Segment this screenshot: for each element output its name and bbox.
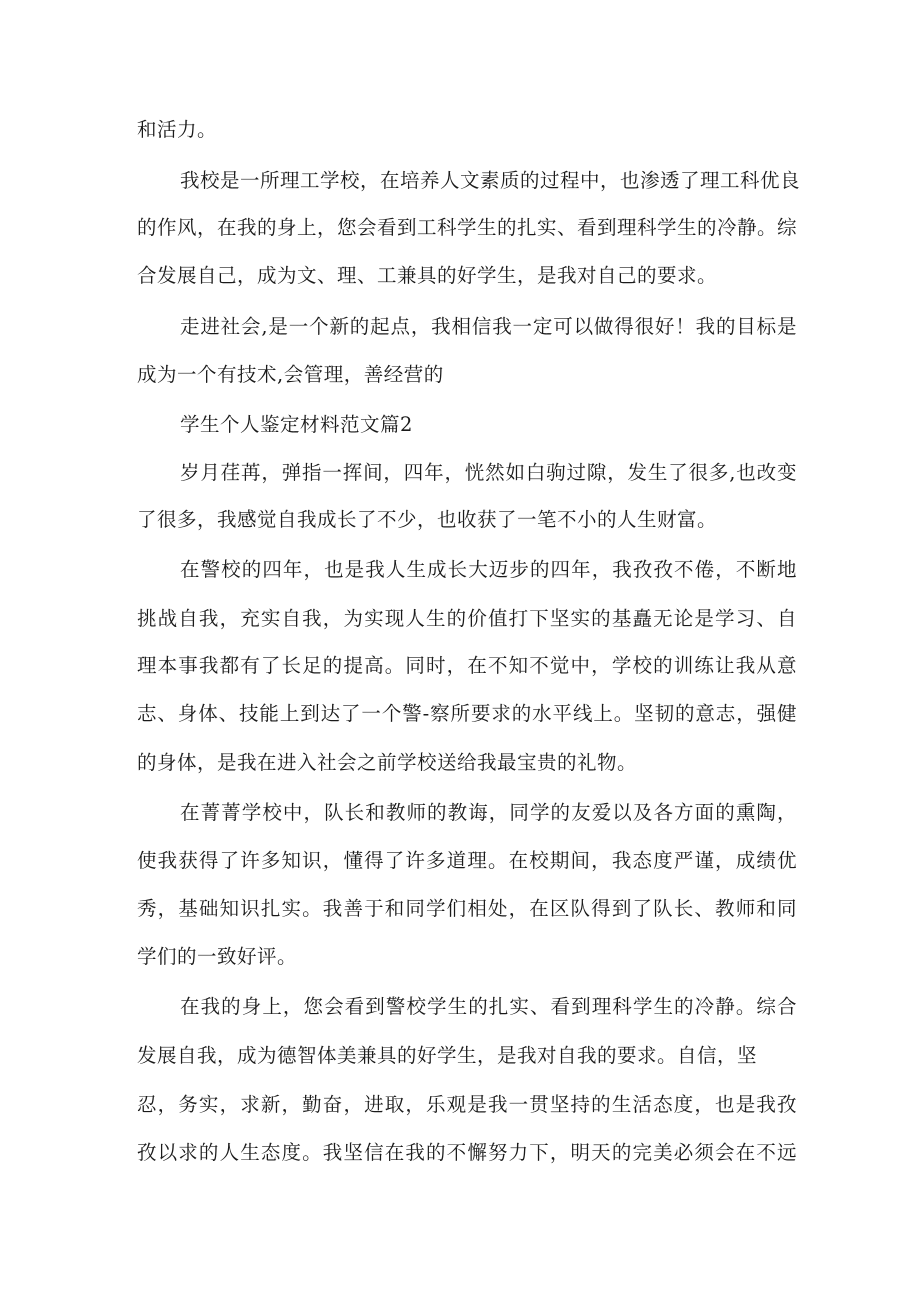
text-line: 发展自我，成为德智体美兼具的好学生，是我对自我的要求。自信，坚 <box>137 1044 758 1067</box>
text-line: 理本事我都有了长足的提高。同时，在不知不觉中，学校的训练让我从意 <box>137 654 797 677</box>
text-line: 走进社会,是一个新的起点，我相信我一定可以做得很好！我的目标是 <box>180 315 797 338</box>
text-line: 在我的身上，您会看到警校学生的扎实、看到理科学生的冷静。综合 <box>180 995 797 1018</box>
text-line: 和活力。 <box>137 118 218 141</box>
text-line: 秀，基础知识扎实。我善于和同学们相处，在区队得到了队长、教师和同 <box>137 897 797 920</box>
text-line: 了很多，我感觉自我成长了不少，也收获了一笔不小的人生财富。 <box>137 508 718 531</box>
text-line: 挑战自我，充实自我，为实现人生的价值打下坚实的基矗无论是学习、自 <box>137 607 797 630</box>
text-line: 孜以求的人生态度。我坚信在我的不懈努力下，明天的完美必须会在不远 <box>137 1141 797 1164</box>
text-line: 在菁菁学校中，队长和教师的教诲，同学的友爱以及各方面的熏陶， <box>180 801 797 824</box>
text-line: 我校是一所理工学校，在培养人文素质的过程中，也渗透了理工科优良 <box>180 169 801 192</box>
text-line: 学们的一致好评。 <box>137 945 298 968</box>
text-line: 成为一个有技术,会管理，善经营的 <box>137 363 444 386</box>
section-heading: 学生个人鉴定材料范文篇2 <box>180 413 413 436</box>
text-line: 使我获得了许多知识，懂得了许多道理。在校期间，我态度严谨，成绩优 <box>137 849 797 872</box>
text-line: 岁月荏苒，弹指一挥间，四年，恍然如白驹过隙，发生了很多,也改变 <box>180 461 797 484</box>
text-line: 的身体，是我在进入社会之前学校送给我最宝贵的礼物。 <box>137 751 638 774</box>
text-line: 在警校的四年，也是我人生成长大迈步的四年，我孜孜不倦，不断地 <box>180 558 797 581</box>
text-line: 志、身体、技能上到达了一个警-察所要求的水平线上。坚韧的意志，强健 <box>137 702 797 725</box>
text-line: 合发展自己，成为文、理、工兼具的好学生，是我对自己的要求。 <box>137 264 718 287</box>
text-line: 的作风，在我的身上，您会看到工科学生的扎实、看到理科学生的冷静。综 <box>137 216 798 239</box>
text-line: 忍，务实，求新，勤奋，进取，乐观是我一贯坚持的生活态度，也是我孜 <box>137 1093 797 1116</box>
